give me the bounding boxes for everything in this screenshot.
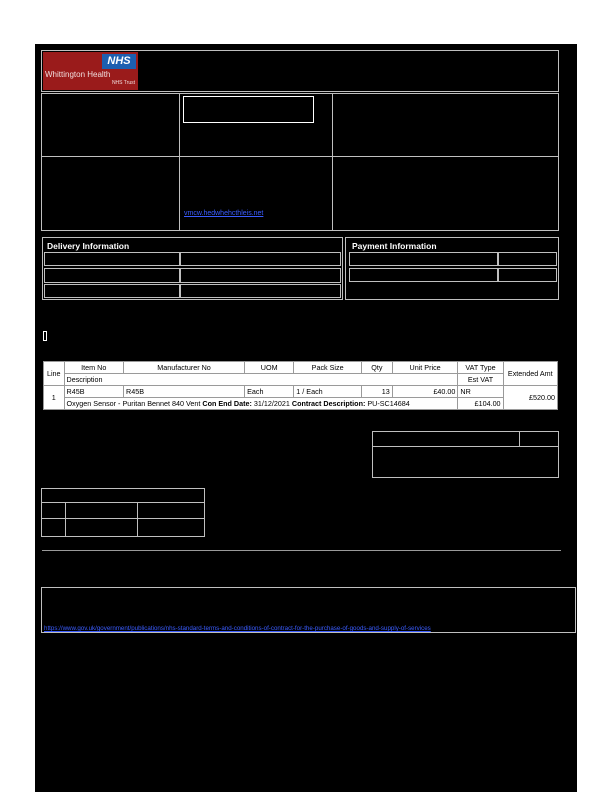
row-description	[64, 398, 458, 410]
header-line: Line	[44, 362, 65, 386]
row-uom: Each	[245, 386, 294, 398]
row-qty: 13	[362, 386, 393, 398]
row-item-no: R45B	[64, 386, 124, 398]
table-row	[44, 386, 558, 398]
row-unit-price: £40.00	[392, 386, 458, 398]
grid-divider	[179, 93, 180, 231]
con-end-label: Con End Date:	[202, 399, 252, 408]
header-item-no: Item No	[64, 362, 124, 374]
header-description: Description	[64, 374, 458, 386]
header-qty: Qty	[362, 362, 393, 374]
delivery-cell	[44, 252, 180, 266]
order-number-box	[183, 96, 314, 123]
delivery-cell	[180, 268, 341, 283]
payment-cell	[349, 252, 498, 266]
row-manufacturer-no: R45B	[124, 386, 245, 398]
row-est-vat: £104.00	[458, 398, 503, 410]
header-manufacturer-no: Manufacturer No	[124, 362, 245, 374]
totals-divider	[519, 431, 520, 446]
con-end-value: 31/12/2021	[253, 399, 290, 408]
nhs-badge: NHS	[102, 54, 136, 69]
delivery-cell	[44, 284, 180, 298]
org-name: Whittington Health	[45, 70, 111, 79]
contract-desc-value: PU-SC14684	[367, 399, 410, 408]
header-extended-amt: Extended Amt	[503, 362, 557, 386]
table-header-row	[44, 362, 558, 374]
org-subtitle: NHS Trust	[111, 80, 135, 86]
header-est-vat: Est VAT	[458, 374, 503, 386]
terms-link[interactable]: https://www.gov.uk/government/publications/nhs-standard-terms-and-conditions-of-contract-for-the-purchase-of-goods-and-supply-of-services	[44, 625, 431, 632]
payment-cell	[498, 268, 557, 282]
summary-divider	[65, 502, 66, 537]
table-subheader-row	[44, 374, 558, 386]
separator-line	[42, 550, 561, 551]
header-unit-price: Unit Price	[392, 362, 458, 374]
delivery-cell	[44, 268, 180, 283]
items-table	[43, 361, 558, 410]
header-uom: UOM	[245, 362, 294, 374]
checkbox-marker	[43, 331, 47, 341]
grid-divider	[332, 93, 333, 231]
payment-cell	[498, 252, 557, 266]
payment-cell	[349, 268, 498, 282]
table-row-description	[44, 398, 558, 410]
header-frame	[41, 50, 559, 92]
contract-desc-label: Contract Description:	[291, 399, 366, 408]
row-line: 1	[44, 386, 65, 410]
row-vat-type: NR	[458, 386, 503, 398]
totals-box	[372, 431, 559, 478]
row-description-text: Oxygen Sensor - Puritan Bennet 840 Vent	[66, 399, 201, 408]
contact-email-link[interactable]: vmcw.hedwhehcthleis.net	[184, 210, 264, 217]
row-extended-amt: £520.00	[503, 386, 557, 410]
totals-divider	[372, 446, 559, 447]
summary-divider	[137, 502, 138, 537]
delivery-info-title: Delivery Information	[47, 241, 130, 251]
delivery-cell	[180, 252, 341, 266]
payment-info-title: Payment Information	[352, 241, 437, 251]
header-pack-size: Pack Size	[294, 362, 362, 374]
delivery-cell	[180, 284, 341, 298]
grid-divider	[41, 156, 559, 157]
row-pack-size: 1 / Each	[294, 386, 362, 398]
header-vat-type: VAT Type	[458, 362, 503, 374]
